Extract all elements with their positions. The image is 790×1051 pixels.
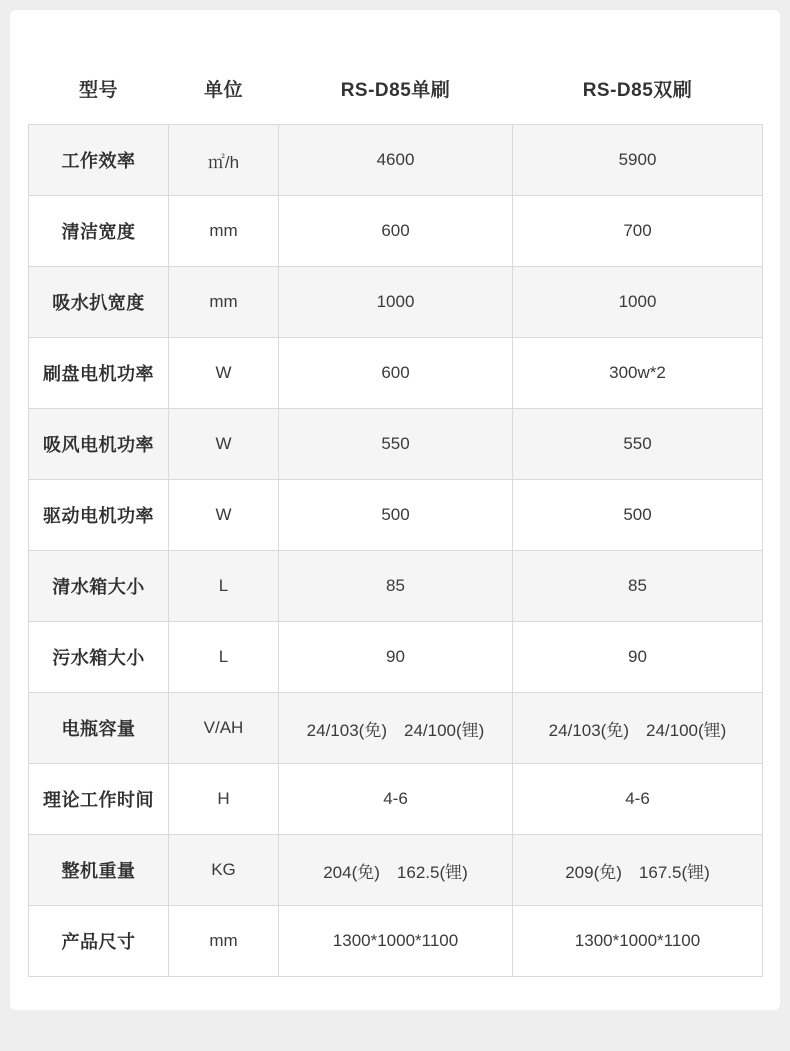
row-unit: ㎡/h bbox=[169, 125, 279, 196]
row-value-single: 600 bbox=[279, 196, 513, 267]
row-value-single: 1300*1000*1100 bbox=[279, 906, 513, 977]
row-value-double: 1000 bbox=[513, 267, 763, 338]
row-label: 电瓶容量 bbox=[29, 693, 169, 764]
row-unit: W bbox=[169, 338, 279, 409]
row-label: 吸水扒宽度 bbox=[29, 267, 169, 338]
row-label: 刷盘电机功率 bbox=[29, 338, 169, 409]
row-value-single: 4-6 bbox=[279, 764, 513, 835]
row-label: 清水箱大小 bbox=[29, 551, 169, 622]
table-row bbox=[29, 906, 763, 977]
row-value-single: 90 bbox=[279, 622, 513, 693]
column-header-double-brush: RS-D85双刷 bbox=[582, 80, 693, 101]
row-unit: KG bbox=[169, 835, 279, 906]
row-value-single: 500 bbox=[279, 480, 513, 551]
table-row bbox=[29, 835, 763, 906]
table-row bbox=[29, 125, 763, 196]
row-unit: mm bbox=[169, 267, 279, 338]
row-value-double: 500 bbox=[513, 480, 763, 551]
row-unit: W bbox=[169, 409, 279, 480]
table-body bbox=[29, 125, 763, 977]
column-header-single-brush: RS-D85单刷 bbox=[340, 80, 451, 101]
table-row bbox=[29, 551, 763, 622]
row-label: 产品尺寸 bbox=[29, 906, 169, 977]
row-unit: L bbox=[169, 551, 279, 622]
spec-sheet-card bbox=[10, 10, 780, 1010]
row-value-single: 24/103(免) 24/100(锂) bbox=[279, 693, 513, 764]
column-header-model: 型号 bbox=[78, 80, 118, 101]
row-unit: V/AH bbox=[169, 693, 279, 764]
header-row bbox=[29, 65, 763, 125]
row-value-double: 700 bbox=[513, 196, 763, 267]
table-row bbox=[29, 622, 763, 693]
row-value-single: 85 bbox=[279, 551, 513, 622]
row-unit: mm bbox=[169, 196, 279, 267]
table-row bbox=[29, 338, 763, 409]
row-label: 整机重量 bbox=[29, 835, 169, 906]
row-unit: mm bbox=[169, 906, 279, 977]
row-value-double: 90 bbox=[513, 622, 763, 693]
row-value-double: 550 bbox=[513, 409, 763, 480]
row-value-double: 24/103(免) 24/100(锂) bbox=[513, 693, 763, 764]
table-row bbox=[29, 409, 763, 480]
row-label: 驱动电机功率 bbox=[29, 480, 169, 551]
row-value-single: 600 bbox=[279, 338, 513, 409]
row-unit: L bbox=[169, 622, 279, 693]
row-value-single: 4600 bbox=[279, 125, 513, 196]
row-label: 吸风电机功率 bbox=[29, 409, 169, 480]
row-label: 污水箱大小 bbox=[29, 622, 169, 693]
row-unit: H bbox=[169, 764, 279, 835]
row-value-double: 209(免) 167.5(锂) bbox=[513, 835, 763, 906]
row-label: 理论工作时间 bbox=[29, 764, 169, 835]
row-value-single: 550 bbox=[279, 409, 513, 480]
row-value-single: 204(免) 162.5(锂) bbox=[279, 835, 513, 906]
specification-table bbox=[28, 65, 763, 977]
row-label: 工作效率 bbox=[29, 125, 169, 196]
table-row bbox=[29, 764, 763, 835]
table-row bbox=[29, 693, 763, 764]
row-value-double: 4-6 bbox=[513, 764, 763, 835]
column-header-unit: 单位 bbox=[203, 80, 243, 101]
table-header bbox=[29, 65, 763, 125]
table-row bbox=[29, 196, 763, 267]
row-value-double: 85 bbox=[513, 551, 763, 622]
row-value-double: 1300*1000*1100 bbox=[513, 906, 763, 977]
row-label: 清洁宽度 bbox=[29, 196, 169, 267]
row-value-double: 5900 bbox=[513, 125, 763, 196]
row-unit: W bbox=[169, 480, 279, 551]
row-value-double: 300w*2 bbox=[513, 338, 763, 409]
table-row bbox=[29, 480, 763, 551]
row-value-single: 1000 bbox=[279, 267, 513, 338]
table-row bbox=[29, 267, 763, 338]
